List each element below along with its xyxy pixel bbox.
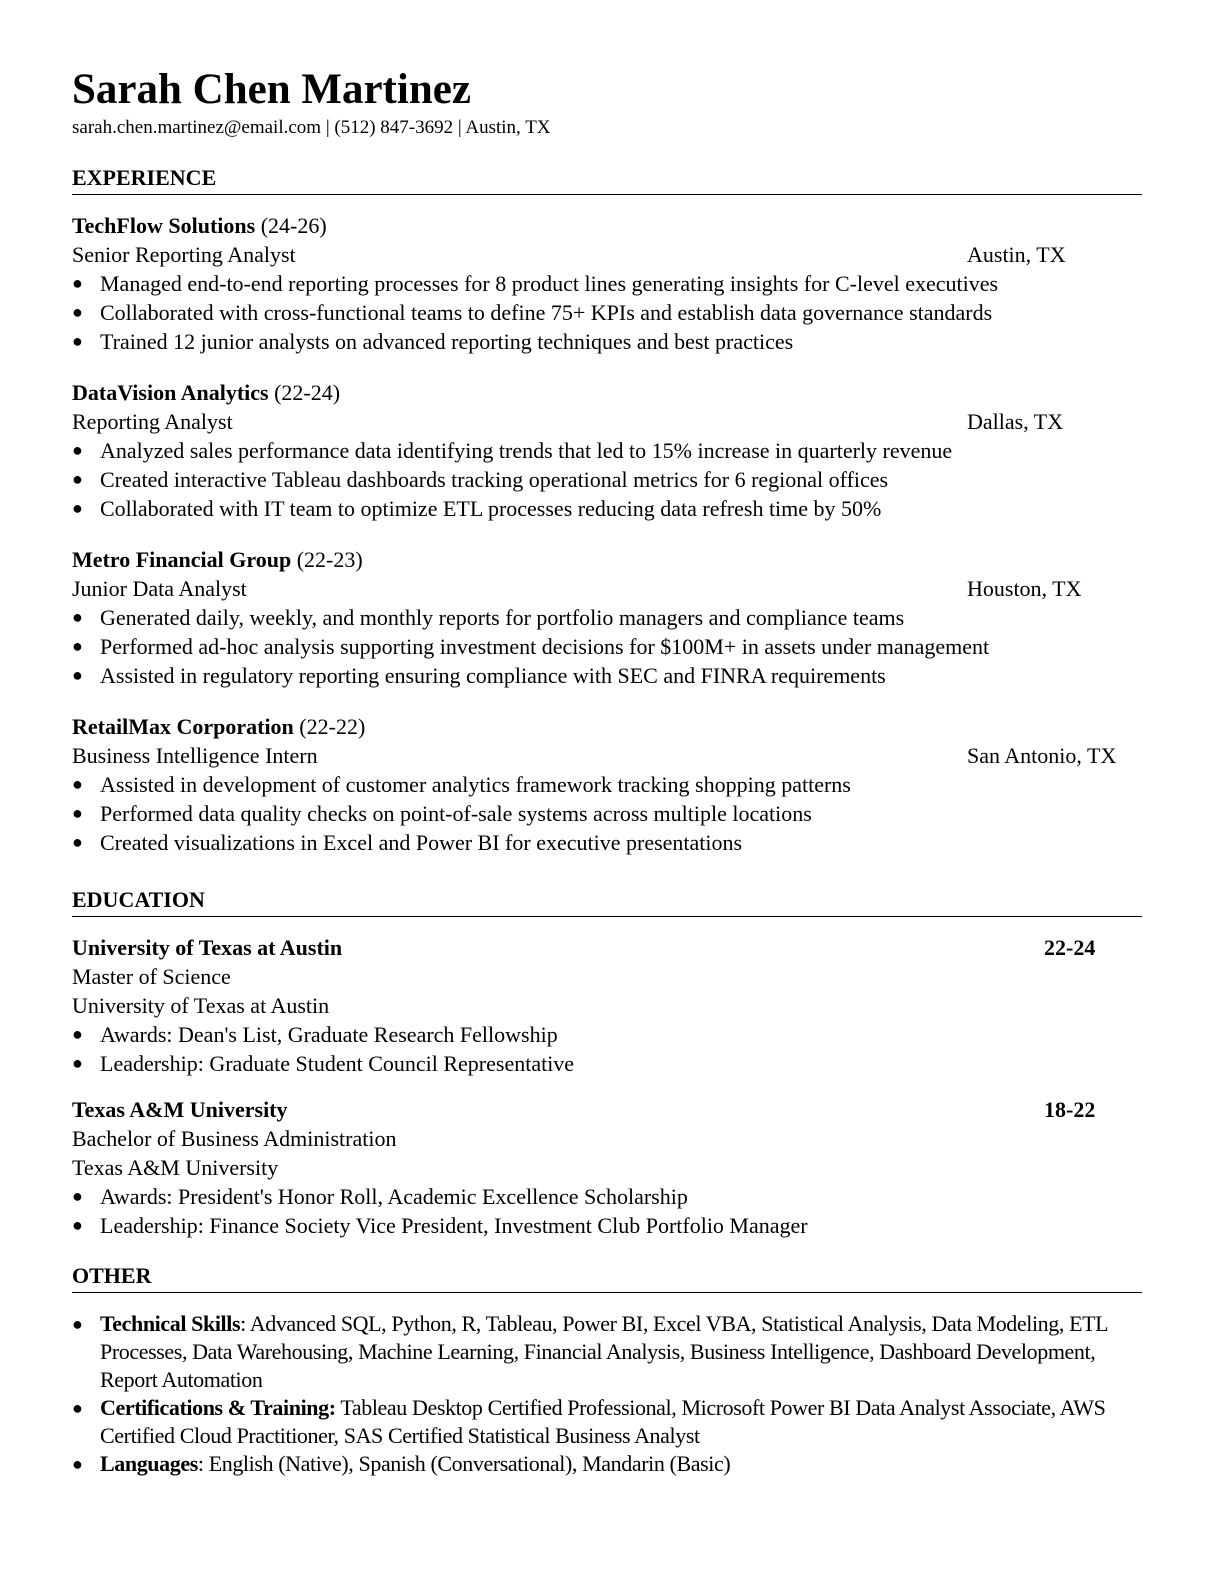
other-item-certifications [72,1394,1142,1450]
job-bullet [72,494,1142,523]
job-bullet [72,632,1142,661]
job-bullet [72,770,1142,799]
bullet-text: Awards: Dean's List, Graduate Research Fellowship [100,1022,558,1047]
bullet-text: Leadership: Finance Society Vice President, Investment Club Portfolio Manager [100,1213,808,1238]
other-item-label: Certifications & Training: [100,1395,336,1420]
job-bullet [72,799,1142,828]
school-header [72,933,1142,962]
education-bullet [72,1182,1142,1211]
bullet-dot: ● [72,607,83,627]
bullet-dot: ● [72,803,83,823]
bullet-dot: ● [72,636,83,656]
bullet-dot: ● [72,273,83,293]
candidate-name: Sarah Chen Martinez [72,66,471,113]
job-location: San Antonio, TX [967,743,1117,768]
job-header [72,378,1142,407]
job-years: (22-23) [296,547,363,572]
job-title-row [72,407,1142,436]
bullet-text: Leadership: Graduate Student Council Representative [100,1051,575,1076]
contact-line: sarah.chen.martinez@email.com | (512) 847-3692 | Austin, TX [72,117,551,138]
school-name: Texas A&M University [72,1097,288,1122]
bullet-dot: ● [72,832,83,852]
job-title-row [72,741,1142,770]
school-years: 22-24 [1044,935,1096,960]
degree: Bachelor of Business Administration [72,1126,397,1151]
degree: Master of Science [72,964,231,989]
job-title: Reporting Analyst [72,409,233,434]
bullet-text: Collaborated with cross-functional teams to define 75+ KPIs and establish data governance standards [100,300,993,325]
other-item-languages [72,1450,1142,1478]
job-bullet [72,465,1142,494]
education-bullet [72,1020,1142,1049]
bullet-dot: ● [72,774,83,794]
job-bullet [72,436,1142,465]
bullet-dot: ● [72,469,83,489]
job-title: Business Intelligence Intern [72,743,318,768]
company-name: Metro Financial Group [72,547,292,572]
other-list [72,1310,1142,1478]
bullet-dot: ● [72,302,83,322]
job-entry [72,545,1142,690]
bullet-text: Assisted in development of customer analytics framework tracking shopping patterns [100,772,851,797]
company-name: RetailMax Corporation [72,714,294,739]
bullet-text: Performed data quality checks on point-of-sale systems across multiple locations [100,801,812,826]
job-bullet [72,828,1142,857]
job-bullet [72,298,1142,327]
job-location: Austin, TX [967,242,1066,267]
job-header [72,712,1142,741]
bullet-text: Performed ad-hoc analysis supporting investment decisions for $100M+ in assets under management [100,634,990,659]
other-item-text: Advanced SQL, Python, R, Tableau, Power BI, Excel VBA, Statistical Analysis, Data Modeling, ETL Processes, Data Warehousing, Machine Learning, Financial Analysis, Business Intelligence, Dashboard Development, Report Automation [100,1311,1108,1392]
job-bullet [72,269,1142,298]
experience-heading: EXPERIENCE [72,164,1142,195]
job-bullet [72,327,1142,356]
bullet-dot: ● [72,665,83,685]
institution: University of Texas at Austin [72,993,330,1018]
school-header [72,1095,1142,1124]
other-item-sep: : [197,1451,209,1476]
company-name: TechFlow Solutions [72,213,256,238]
job-title-row [72,574,1142,603]
other-item-technical-skills [72,1310,1142,1394]
bullet-dot: ● [72,1454,83,1474]
job-entry [72,211,1142,356]
other-item-text: English (Native), Spanish (Conversational), Mandarin (Basic) [208,1451,731,1476]
education-entry [72,933,1142,1078]
bullet-dot: ● [72,440,83,460]
bullet-dot: ● [72,1024,83,1044]
bullet-text: Assisted in regulatory reporting ensuring compliance with SEC and FINRA requirements [100,663,886,688]
job-years: (22-24) [274,380,341,405]
bullet-dot: ● [72,1053,83,1073]
job-location: Houston, TX [967,576,1082,601]
education-bullet [72,1211,1142,1240]
education-entry [72,1095,1142,1240]
job-header [72,545,1142,574]
bullet-text: Managed end-to-end reporting processes for 8 product lines generating insights for C-level executives [100,271,999,296]
job-years: (24-26) [260,213,327,238]
other-item-label: Technical Skills [100,1311,241,1336]
school-years: 18-22 [1044,1097,1096,1122]
bullet-dot: ● [72,1314,83,1334]
job-years: (22-22) [299,714,366,739]
job-title-row [72,240,1142,269]
job-bullet [72,603,1142,632]
bullet-dot: ● [72,331,83,351]
job-header [72,211,1142,240]
bullet-dot: ● [72,1398,83,1418]
bullet-text: Analyzed sales performance data identifying trends that led to 15% increase in quarterly revenue [100,438,953,463]
bullet-dot: ● [72,1186,83,1206]
bullet-text: Created interactive Tableau dashboards tracking operational metrics for 6 regional offices [100,467,889,492]
job-title: Senior Reporting Analyst [72,242,296,267]
bullet-text: Created visualizations in Excel and Power BI for executive presentations [100,830,743,855]
bullet-text: Awards: President's Honor Roll, Academic Excellence Scholarship [100,1184,688,1209]
company-name: DataVision Analytics [72,380,269,405]
other-item-sep: : [240,1311,250,1336]
bullet-text: Generated daily, weekly, and monthly reports for portfolio managers and compliance teams [100,605,905,630]
bullet-dot: ● [72,498,83,518]
other-item-label: Languages [100,1451,198,1476]
education-bullet [72,1049,1142,1078]
institution: Texas A&M University [72,1155,279,1180]
school-name: University of Texas at Austin [72,935,343,960]
education-heading: EDUCATION [72,886,1142,917]
job-entry [72,378,1142,523]
bullet-text: Collaborated with IT team to optimize ETL processes reducing data refresh time by 50% [100,496,882,521]
job-location: Dallas, TX [967,409,1064,434]
job-title: Junior Data Analyst [72,576,247,601]
bullet-text: Trained 12 junior analysts on advanced reporting techniques and best practices [100,329,794,354]
bullet-dot: ● [72,1215,83,1235]
other-item-text: Tableau Desktop Certified Professional, Microsoft Power BI Data Analyst Associate, AWS Certified Cloud Practitioner, SAS Certified Statistical Business Analyst [100,1395,1106,1448]
job-entry [72,712,1142,857]
other-heading: OTHER [72,1262,1142,1293]
job-bullet [72,661,1142,690]
